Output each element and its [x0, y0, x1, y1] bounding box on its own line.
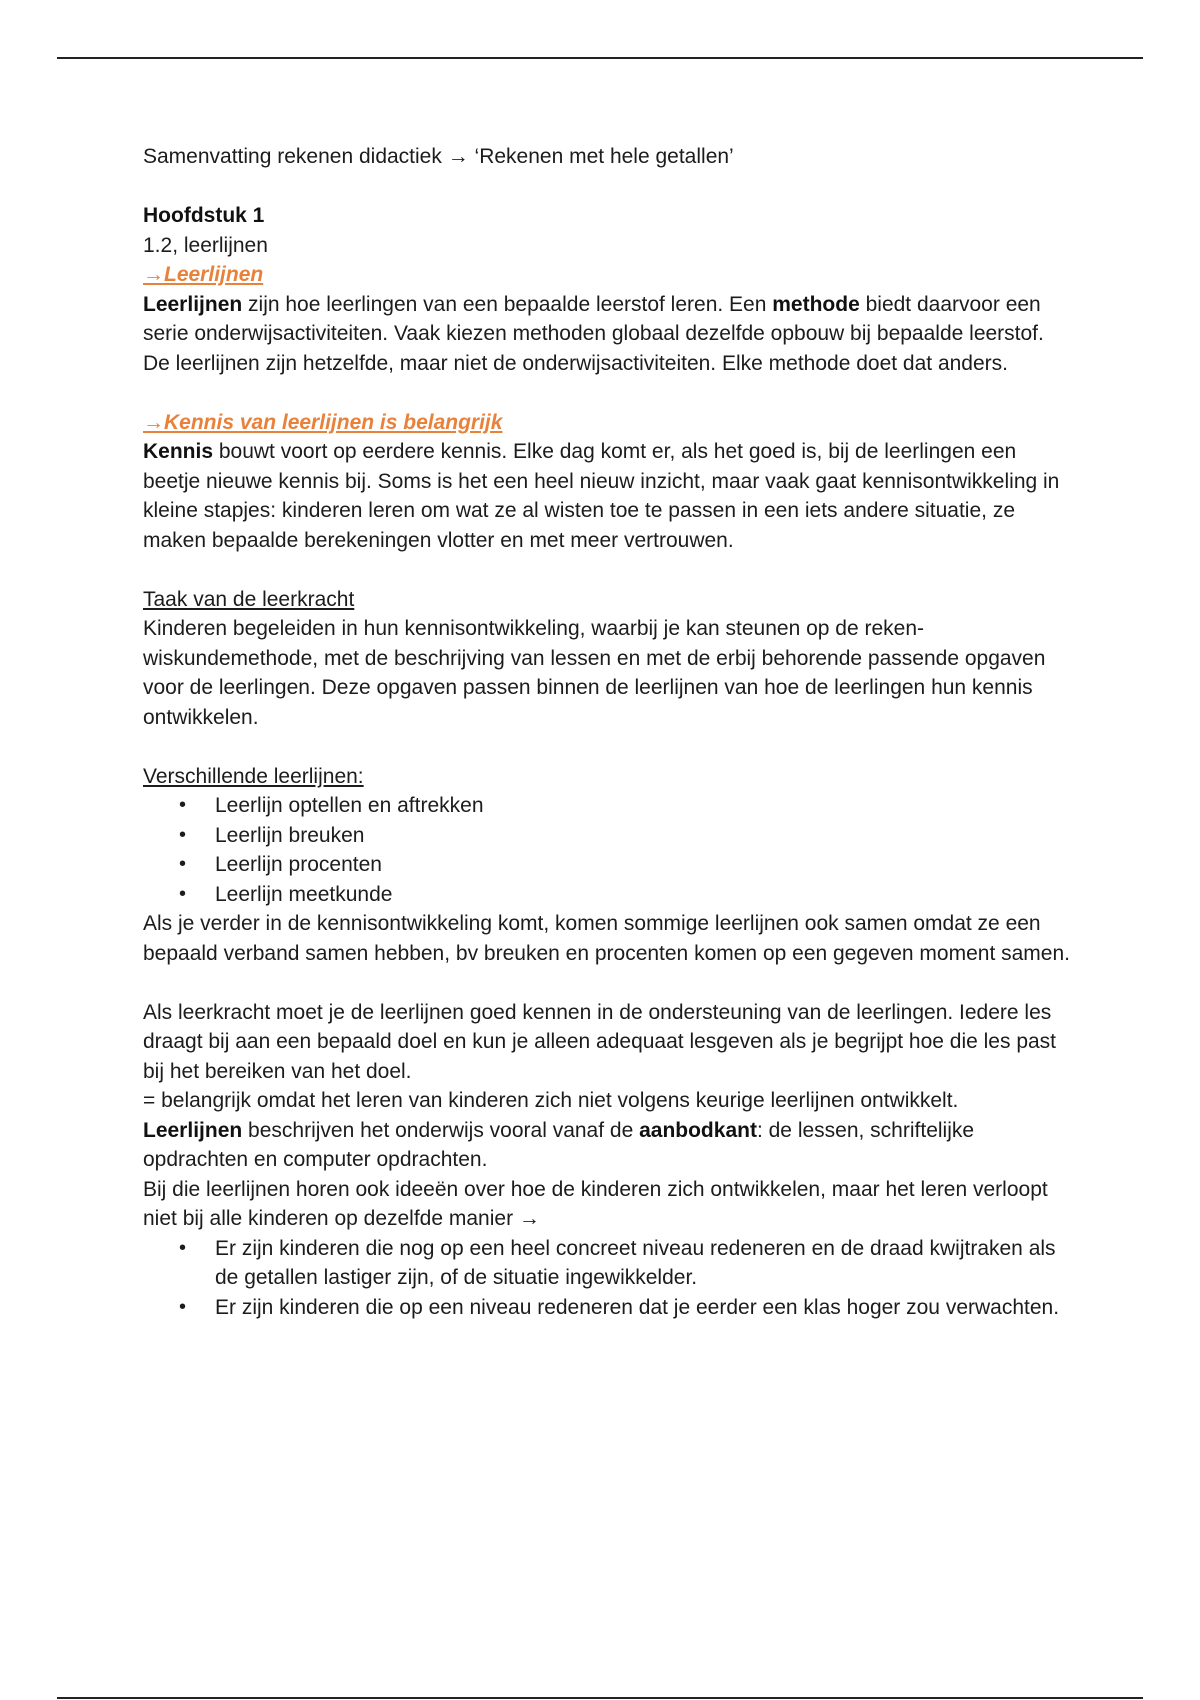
arrow-right-icon: →	[518, 1207, 540, 1230]
bullet-list-leerlijnen	[143, 791, 1073, 909]
arrow-right-icon: →	[143, 410, 164, 434]
arrow-right-icon: →	[143, 263, 164, 286]
bullet-list-kinderen	[143, 1234, 1073, 1323]
paragraph-ontwikkeling: Bij die leerlijnen horen ook ideeën over hoe de kinderen zich ontwikkelen, maar het leren verloopt niet bij alle kinderen op dezelfde manier →	[143, 1177, 1048, 1230]
paragraph-taak: Kinderen begeleiden in hun kennisontwikkeling, waarbij je kan steunen op de reken-wiskundemethode, met de beschrijving van lessen en met de erbij behorende passende opgaven voor de leerlingen. Deze opgaven passen binnen de leerlijnen van hoe de leerlingen hun kennis ontwikkelen.	[143, 617, 1046, 729]
paragraph-belangrijk: = belangrijk omdat het leren van kinderen zich niet volgens keurige leerlijnen ontwikkelt.	[143, 1089, 959, 1112]
paragraph-leerlijnen: Leerlijnen zijn hoe leerlingen van een bepaalde leerstof leren. Een methode biedt daarvoor een serie onderwijsactiviteiten. Vaak kiezen methoden globaal dezelfde opbouw bij bepaalde leerstof. De leerlijnen zijn hetzelfde, maar niet de onderwijsactiviteiten. Elke methode doet dat anders.	[143, 292, 1044, 375]
title-suffix: ‘Rekenen met hele getallen’	[474, 145, 734, 168]
paragraph-kennis: Kennis bouwt voort op eerdere kennis. Elke dag komt er, als het goed is, bij de leerlingen een beetje nieuwe kennis bij. Soms is het een heel nieuw inzicht, maar vaak gaat kennisontwikkeling in kleine stapjes: kinderen leren om wat ze al wisten toe te passen in een iets andere situatie, ze maken bepaalde berekeningen vlotter en met meer vertrouwen.	[143, 440, 1060, 552]
header-rule	[57, 57, 1143, 59]
paragraph-samen: Als je verder in de kennisontwikkeling komt, komen sommige leerlijnen ook samen omdat ze een bepaald verband samen hebben, bv breuken en procenten komen op een gegeven moment samen.	[143, 912, 1070, 965]
section-heading-kennis: →Kennis van leerlijnen is belangrijk	[143, 410, 503, 434]
section-heading-verschillende: Verschillende leerlijnen:	[143, 764, 364, 788]
title-prefix: Samenvatting rekenen didactiek	[143, 145, 442, 168]
section-heading-taak: Taak van de leerkracht	[143, 587, 355, 611]
footer-rule	[57, 1697, 1143, 1699]
arrow-right-icon: →	[447, 145, 469, 168]
list-item: • Er zijn kinderen die nog op een heel concreet niveau redeneren en de draad kwijtraken als de getallen lastiger zijn, of de situatie ingewikkelder.	[215, 1234, 1073, 1293]
subsection-heading: 1.2, leerlijnen	[143, 233, 268, 257]
section-heading-leerlijnen: →Leerlijnen	[143, 263, 264, 286]
list-item: • Er zijn kinderen die op een niveau redeneren dat je eerder een klas hoger zou verwachten.	[215, 1293, 1073, 1323]
list-item: • Leerlijn meetkunde	[215, 880, 1073, 910]
list-item: • Leerlijn breuken	[215, 821, 1073, 851]
chapter-heading: Hoofdstuk 1	[143, 204, 265, 227]
document-page	[143, 142, 1073, 1322]
document-title-line	[143, 142, 1073, 172]
list-item: • Leerlijn optellen en aftrekken	[215, 791, 1073, 821]
paragraph-aanbodkant: Leerlijnen beschrijven het onderwijs vooral vanaf de aanbodkant: de lessen, schriftelijke opdrachten en computer opdrachten.	[143, 1118, 975, 1171]
list-item: • Leerlijn procenten	[215, 850, 1073, 880]
paragraph-leerkracht: Als leerkracht moet je de leerlijnen goed kennen in de ondersteuning van de leerlingen. Iedere les draagt bij aan een bepaald doel en kun je alleen adequaat lesgeven als je begrijpt hoe die les past bij het bereiken van het doel.	[143, 1000, 1057, 1083]
